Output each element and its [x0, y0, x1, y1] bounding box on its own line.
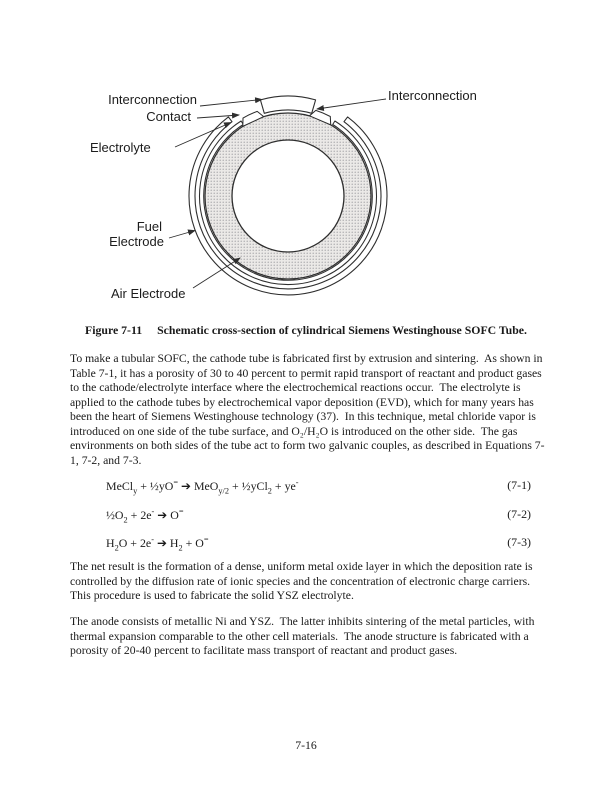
label-fuel-line2: Electrode	[109, 234, 164, 249]
paragraph-fabrication: To make a tubular SOFC, the cathode tube is fabricated first by extrusion and sintering. As shown in Table 7-1, it has a porosity of 30 to 40 percent to permit rapid transport of reactant and product gases to the cathode/electrolyte interface where the electrochemical reactions occur. The electrolyte is applied to the cathode tubes by electrochemical vapor deposition (EVD), which for many years has been the heart of Siemens Westinghouse technology (37). In this technique, metal chloride vapor is introduced on one side of the tube surface, and O₂/H₂O is introduced on the other side. The gas environments on both sides of the tube act to form two galvanic couples, as described in Equations 7-1, 7-2, and 7-3.	[70, 352, 546, 467]
equation-7-1: MeCl$_y$ + ½yO= ➔ MeO$_{y/2}$ + ½yCl$_2$ + ye-	[106, 478, 299, 496]
equation-row-7-1	[70, 478, 531, 494]
label-electrolyte: Electrolyte	[90, 140, 151, 155]
page-number: 7-16	[295, 738, 317, 752]
label-contact: Contact	[146, 109, 191, 124]
interconnection-strip	[260, 96, 315, 113]
leader-contact	[197, 115, 239, 118]
equation-number-7-1: (7-1)	[507, 478, 531, 492]
figure-caption-number: Figure 7-11	[85, 323, 143, 337]
label-air-electrode: Air Electrode	[111, 286, 186, 301]
equation-number-7-2: (7-2)	[507, 507, 531, 521]
leader-interconnection-left	[200, 100, 262, 107]
label-interconnection-right: Interconnection	[388, 88, 477, 103]
paragraph-anode: The anode consists of metallic Ni and YSZ. The latter inhibits sintering of the metal particles, with thermal expansion comparable to the other cell materials. The anode structure is fabricated with a porosity of 20-40 percent to facilitate mass transport of reactant and product gases.	[70, 615, 538, 658]
figure-caption-text: Schematic cross-section of cylindrical Siemens Westinghouse SOFC Tube.	[157, 323, 527, 337]
equation-row-7-2	[70, 507, 531, 523]
paragraph-net-result: The net result is the formation of a dense, uniform metal oxide layer in which the deposition rate is controlled by the diffusion rate of ionic species and the concentration of electronic charge carriers. This procedure is used to fabricate the solid YSZ electrolyte.	[70, 560, 536, 603]
sofc-cross-section-diagram	[85, 85, 495, 317]
equation-number-7-3: (7-3)	[507, 535, 531, 549]
equation-7-2: $\frac{1}{2}O_2 + 2e^-$ ➔ O=	[106, 507, 184, 525]
equation-row-7-3	[70, 535, 531, 551]
figure-caption	[0, 323, 612, 337]
tube-bore	[232, 140, 344, 252]
leader-interconnection-right	[317, 99, 386, 109]
label-interconnection-left: Interconnection	[108, 92, 197, 107]
equation-7-3: $H_2O + 2e^-$ ➔ $H_2 + O^=$	[106, 535, 209, 553]
label-fuel-line1: Fuel	[136, 219, 162, 234]
leader-fuel-electrode	[169, 231, 195, 239]
